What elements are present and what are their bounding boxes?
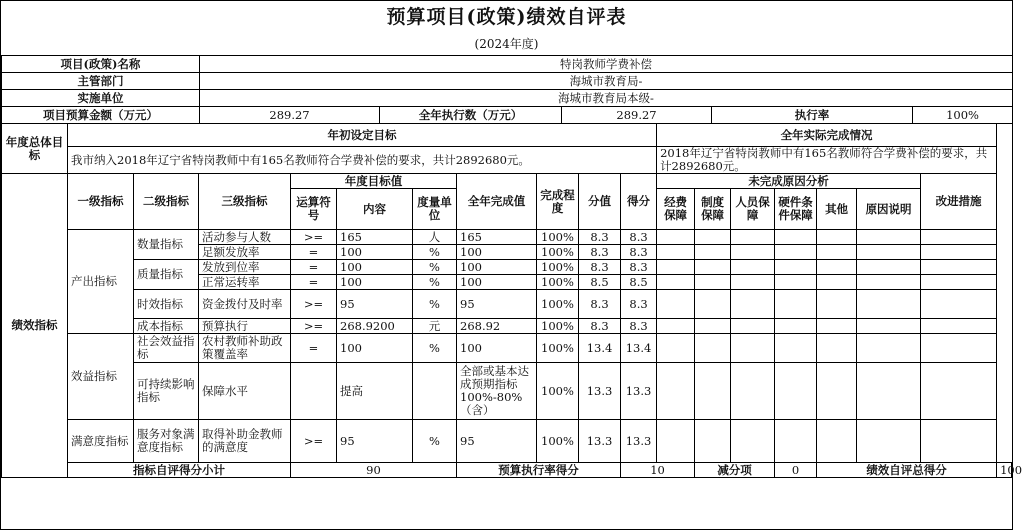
row-content: 提高 <box>337 363 413 420</box>
row-actual: 100 <box>457 334 537 363</box>
row-op: >= <box>291 290 337 319</box>
header-r6: 原因说明 <box>857 189 921 230</box>
budget-score-label: 预算执行率得分 <box>457 463 621 478</box>
subtotal-value: 90 <box>291 463 457 478</box>
row-l3: 活动参与人数 <box>199 230 291 245</box>
row-score: 13.3 <box>579 363 621 420</box>
row-unit: 人 <box>413 230 457 245</box>
row-degree: 100% <box>537 420 579 463</box>
annual-goal-label: 年度总体目标 <box>2 124 68 174</box>
row-actual: 100 <box>457 245 537 260</box>
row-degree: 100% <box>537 275 579 290</box>
row-degree: 100% <box>537 230 579 245</box>
row-op: = <box>291 275 337 290</box>
deduct-label: 减分项 <box>695 463 775 478</box>
row-actual: 100 <box>457 260 537 275</box>
row-content: 165 <box>337 230 413 245</box>
budget-value: 289.27 <box>200 107 380 124</box>
row-unit: % <box>413 334 457 363</box>
rate-value: 100% <box>913 107 1013 124</box>
form-year: (2024年度) <box>1 33 1012 56</box>
row-actual: 95 <box>457 420 537 463</box>
row-got: 13.3 <box>621 420 657 463</box>
header-target: 年度目标值 <box>291 174 457 189</box>
row-l3: 取得补助金教师的满意度 <box>199 420 291 463</box>
row-degree: 100% <box>537 260 579 275</box>
form-title: 预算项目(政策)绩效自评表 <box>386 6 627 28</box>
row-op: = <box>291 260 337 275</box>
deduct-value: 0 <box>775 463 817 478</box>
row-score: 8.3 <box>579 230 621 245</box>
header-unit: 度量单位 <box>413 189 457 230</box>
row-l3: 正常运转率 <box>199 275 291 290</box>
header-reason: 未完成原因分析 <box>657 174 921 189</box>
row-actual: 165 <box>457 230 537 245</box>
perf-indicator-label: 绩效指标 <box>2 174 68 478</box>
header-r3: 人员保障 <box>731 189 775 230</box>
actual-goal-label: 全年实际完成情况 <box>657 124 997 147</box>
row-got: 8.3 <box>621 245 657 260</box>
row-content: 95 <box>337 290 413 319</box>
budget-label: 项目预算金额（万元） <box>2 107 200 124</box>
header-op: 运算符号 <box>291 189 337 230</box>
row-l3: 预算执行 <box>199 319 291 334</box>
group-cost: 成本指标 <box>134 319 199 334</box>
initial-goal-text: 我市纳入2018年辽宁省特岗教师中有165名教师符合学费补偿的要求，共计2892680元。 <box>68 147 657 174</box>
row-content: 268.9200 <box>337 319 413 334</box>
group-sustain: 可持续影响指标 <box>134 363 199 420</box>
actual-goal-text: 2018年辽宁省特岗教师中有165名教师符合学费补偿的要求，共计2892680元。 <box>657 147 997 174</box>
header-r4: 硬件条件保障 <box>775 189 817 230</box>
group-serve: 服务对象满意度指标 <box>134 420 199 463</box>
header-l3: 三级指标 <box>199 174 291 230</box>
header-content: 内容 <box>337 189 413 230</box>
header-improve: 改进措施 <box>921 174 997 230</box>
row-l3: 足额发放率 <box>199 245 291 260</box>
row-l3: 发放到位率 <box>199 260 291 275</box>
row-op: = <box>291 334 337 363</box>
row-score: 13.4 <box>579 334 621 363</box>
row-score: 8.3 <box>579 319 621 334</box>
row-score: 8.3 <box>579 245 621 260</box>
row-unit: 元 <box>413 319 457 334</box>
header-actual: 全年完成值 <box>457 174 537 230</box>
dept-value: 海城市教育局- <box>200 73 1013 90</box>
row-actual: 268.92 <box>457 319 537 334</box>
row-unit: % <box>413 275 457 290</box>
row-unit: % <box>413 420 457 463</box>
dept-label: 主管部门 <box>2 73 200 90</box>
row-score: 8.3 <box>579 260 621 275</box>
row-got: 8.3 <box>621 260 657 275</box>
row-degree: 100% <box>537 363 579 420</box>
row-op: = <box>291 245 337 260</box>
row-got: 8.3 <box>621 290 657 319</box>
row-got: 13.4 <box>621 334 657 363</box>
info-table <box>1 56 1013 124</box>
row-unit: % <box>413 260 457 275</box>
row-op: >= <box>291 230 337 245</box>
row-degree: 100% <box>537 245 579 260</box>
header-got: 得分 <box>621 174 657 230</box>
row-degree: 100% <box>537 290 579 319</box>
header-r5: 其他 <box>817 189 857 230</box>
group-satisfaction: 满意度指标 <box>68 420 134 463</box>
row-op: >= <box>291 319 337 334</box>
group-qty: 数量指标 <box>134 230 199 260</box>
row-content: 100 <box>337 275 413 290</box>
project-name: 特岗教师学费补偿 <box>200 56 1013 73</box>
unit-label: 实施单位 <box>2 90 200 107</box>
header-l1: 一级指标 <box>68 174 134 230</box>
group-output: 产出指标 <box>68 230 134 334</box>
row-got: 13.3 <box>621 363 657 420</box>
row-got: 8.5 <box>621 275 657 290</box>
initial-goal-label: 年初设定目标 <box>68 124 657 147</box>
budget-score-value: 10 <box>621 463 695 478</box>
row-actual: 95 <box>457 290 537 319</box>
row-degree: 100% <box>537 334 579 363</box>
row-got: 8.3 <box>621 319 657 334</box>
row-got: 8.3 <box>621 230 657 245</box>
row-l3: 农村教师补助政策覆盖率 <box>199 334 291 363</box>
group-quality: 质量指标 <box>134 260 199 290</box>
unit-value: 海城市教育局本级- <box>200 90 1013 107</box>
row-unit: % <box>413 290 457 319</box>
total-value: 100 <box>997 463 1012 478</box>
row-actual: 100 <box>457 275 537 290</box>
main-table <box>1 124 1022 478</box>
exec-label: 全年执行数（万元） <box>380 107 562 124</box>
header-r1: 经费保障 <box>657 189 695 230</box>
row-unit: % <box>413 245 457 260</box>
row-content: 95 <box>337 420 413 463</box>
group-benefit: 效益指标 <box>68 334 134 420</box>
exec-value: 289.27 <box>562 107 712 124</box>
row-score: 8.5 <box>579 275 621 290</box>
subtotal-label: 指标自评得分小计 <box>68 463 291 478</box>
row-unit <box>413 363 457 420</box>
row-l3: 保障水平 <box>199 363 291 420</box>
row-op <box>291 363 337 420</box>
header-score: 分值 <box>579 174 621 230</box>
row-actual: 全部或基本达成预期指标100%-80%（含） <box>457 363 537 420</box>
header-l2: 二级指标 <box>134 174 199 230</box>
row-score: 13.3 <box>579 420 621 463</box>
row-l3: 资金拨付及时率 <box>199 290 291 319</box>
project-name-label: 项目(政策)名称 <box>2 56 200 73</box>
group-time: 时效指标 <box>134 290 199 319</box>
header-degree: 完成程度 <box>537 174 579 230</box>
row-degree: 100% <box>537 319 579 334</box>
row-content: 100 <box>337 260 413 275</box>
total-label: 绩效自评总得分 <box>817 463 997 478</box>
rate-label: 执行率 <box>712 107 913 124</box>
row-op: >= <box>291 420 337 463</box>
row-content: 100 <box>337 245 413 260</box>
header-r2: 制度保障 <box>695 189 731 230</box>
row-content: 100 <box>337 334 413 363</box>
row-score: 8.3 <box>579 290 621 319</box>
group-social: 社会效益指标 <box>134 334 199 363</box>
